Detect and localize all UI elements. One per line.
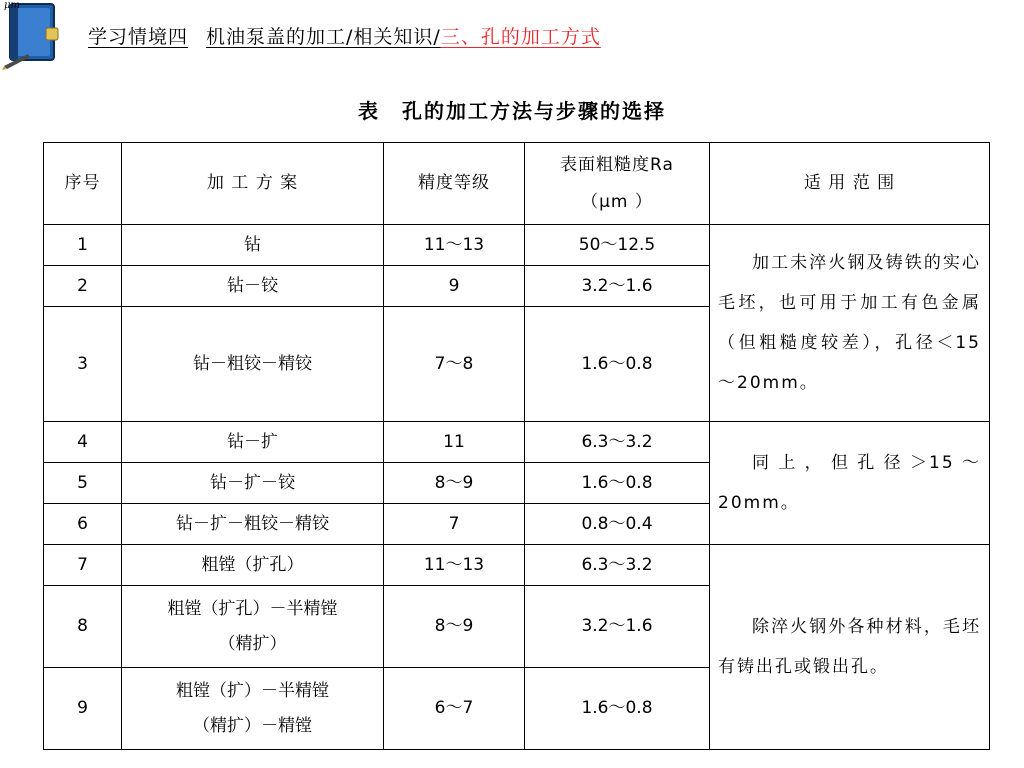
breadcrumb bbox=[88, 22, 601, 49]
cell-index: 9 bbox=[44, 668, 122, 750]
hole-machining-table bbox=[43, 142, 990, 750]
cell-roughness: 3.2～1.6 bbox=[525, 266, 710, 307]
cell-scheme: 钻－铰 bbox=[122, 266, 384, 307]
cell-scheme: 粗镗（扩孔） bbox=[122, 545, 384, 586]
cell-scheme: 钻 bbox=[122, 225, 384, 266]
cell-grade: 7 bbox=[384, 504, 525, 545]
cell-grade: 8～9 bbox=[384, 463, 525, 504]
cell-index: 2 bbox=[44, 266, 122, 307]
table-row bbox=[44, 225, 990, 266]
breadcrumb-section: 学习情境四 bbox=[88, 26, 189, 48]
cell-roughness: 6.3～3.2 bbox=[525, 422, 710, 463]
cell-grade: 11～13 bbox=[384, 545, 525, 586]
breadcrumb-current: 三、孔的加工方式 bbox=[440, 26, 601, 48]
header-roughness-line1: 表面粗糙度Ra bbox=[560, 155, 674, 176]
cell-scheme-line1: 粗镗（扩孔）－半精镗 bbox=[167, 599, 338, 620]
cell-scheme-line2: （精扩）－精镗 bbox=[193, 715, 312, 736]
cell-roughness: 1.6～0.8 bbox=[525, 307, 710, 422]
cell-scheme: 钻－粗铰－精铰 bbox=[122, 307, 384, 422]
cell-index: 8 bbox=[44, 586, 122, 668]
breadcrumb-path: 机油泵盖的加工/相关知识/ bbox=[206, 26, 441, 48]
cell-scheme-line2: （精扩） bbox=[218, 633, 287, 654]
scope-text-1: 加工未淬火钢及铸铁的实心毛坯，也可用于加工有色金属（但粗糙度较差），孔径＜15～20mm。 bbox=[718, 253, 981, 393]
header-scheme: 加 工 方 案 bbox=[122, 143, 384, 225]
header-roughness bbox=[525, 143, 710, 225]
cell-scope-1 bbox=[710, 225, 990, 422]
cell-roughness: 0.8～0.4 bbox=[525, 504, 710, 545]
cell-scheme bbox=[122, 586, 384, 668]
cell-roughness: 3.2～1.6 bbox=[525, 586, 710, 668]
table-row bbox=[44, 422, 990, 463]
cell-grade: 7～8 bbox=[384, 307, 525, 422]
cell-index: 5 bbox=[44, 463, 122, 504]
scope-text-3: 除淬火钢外各种材料，毛坯有铸出孔或锻出孔。 bbox=[718, 617, 981, 677]
cell-roughness: 50～12.5 bbox=[525, 225, 710, 266]
cell-index: 1 bbox=[44, 225, 122, 266]
caption-label: 表 bbox=[358, 99, 380, 123]
cell-index: 4 bbox=[44, 422, 122, 463]
cell-scheme bbox=[122, 668, 384, 750]
cell-scheme: 钻－扩－铰 bbox=[122, 463, 384, 504]
cell-scheme: 钻－扩 bbox=[122, 422, 384, 463]
table-caption bbox=[0, 95, 1024, 124]
cell-grade: 9 bbox=[384, 266, 525, 307]
cell-roughness: 1.6～0.8 bbox=[525, 668, 710, 750]
scope-text-2: 同上，但孔径＞15～20mm。 bbox=[718, 453, 981, 513]
header-grade: 精度等级 bbox=[384, 143, 525, 225]
cell-scheme: 钻－扩－粗铰－精铰 bbox=[122, 504, 384, 545]
header-roughness-line2: （μm ） bbox=[581, 191, 653, 212]
cell-index: 3 bbox=[44, 307, 122, 422]
cell-grade: 6～7 bbox=[384, 668, 525, 750]
cell-scope-3 bbox=[710, 545, 990, 750]
cell-scheme-line1: 粗镗（扩）－半精镗 bbox=[176, 681, 329, 702]
cell-index: 7 bbox=[44, 545, 122, 586]
cell-scope-2 bbox=[710, 422, 990, 545]
header-row bbox=[44, 143, 990, 225]
header-scope: 适 用 范 围 bbox=[710, 143, 990, 225]
cell-grade: 11 bbox=[384, 422, 525, 463]
cell-index: 6 bbox=[44, 504, 122, 545]
cell-grade: 11～13 bbox=[384, 225, 525, 266]
cell-roughness: 6.3～3.2 bbox=[525, 545, 710, 586]
cell-roughness: 1.6～0.8 bbox=[525, 463, 710, 504]
table-row bbox=[44, 545, 990, 586]
header-index: 序号 bbox=[44, 143, 122, 225]
cell-grade: 8～9 bbox=[384, 586, 525, 668]
unit-mark: μm bbox=[4, 0, 20, 11]
caption-title: 孔的加工方法与步骤的选择 bbox=[402, 99, 666, 123]
